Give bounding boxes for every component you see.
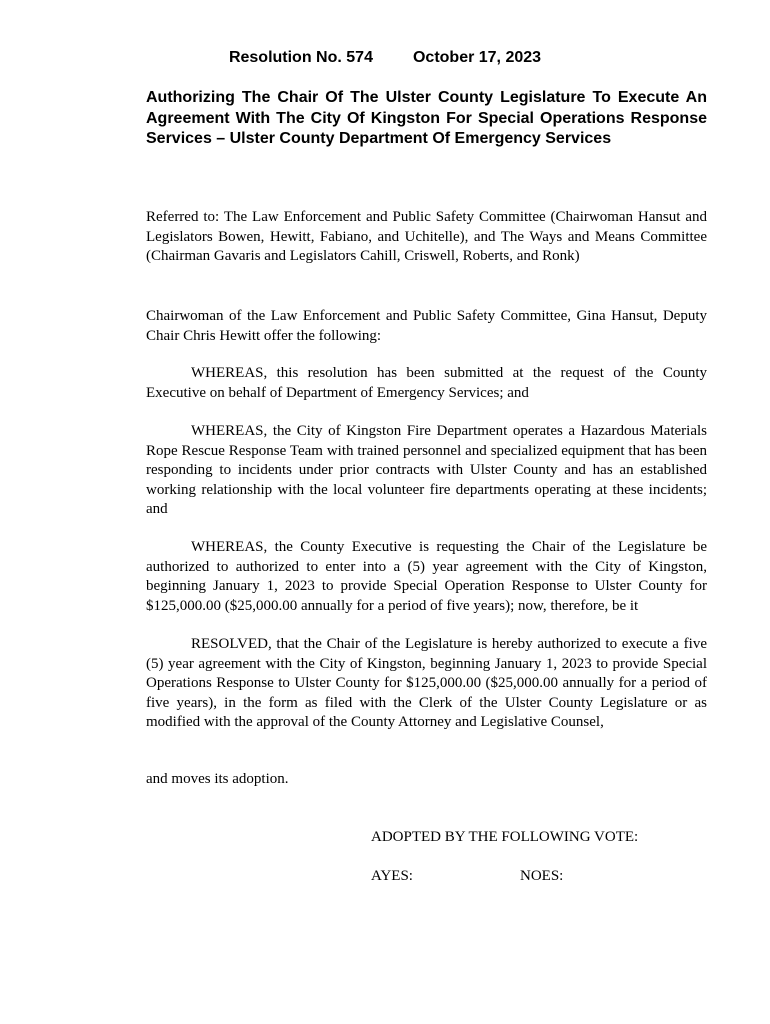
sponsors-paragraph: Chairwoman of the Law Enforcement and Public Safety Committee, Gina Hansut, Deputy Chair Chris Hewitt offer the following: <box>146 308 707 344</box>
ayes-label: AYES: <box>371 868 413 884</box>
resolution-title: Authorizing The Chair Of The Ulster County Legislature To Execute An Agreement With The City Of Kingston For Special Operations Response Services – Ulster County Department Of Emergency Services <box>146 89 707 147</box>
whereas-paragraph-2: WHEREAS, the City of Kingston Fire Department operates a Hazardous Materials Rope Rescue Response Team with trained personnel and specialized equipment that has been responding to incidents under prior contracts with Ulster County and has an established working relationship with the local volunteer fire departments operating at these incidents; and <box>146 423 707 517</box>
resolution-header <box>0 48 770 68</box>
referred-to-paragraph: Referred to: The Law Enforcement and Public Safety Committee (Chairwoman Hansut and Legislators Bowen, Hewitt, Fabiano, and Uchitelle), and The Ways and Means Committee (Chairman Gavaris and Legislators Cahill, Criswell, Roberts, and Ronk) <box>146 209 707 264</box>
whereas-paragraph-1: WHEREAS, this resolution has been submitted at the request of the County Executive on behalf of Department of Emergency Services; and <box>146 365 707 401</box>
vote-heading: ADOPTED BY THE FOLLOWING VOTE: <box>371 829 639 845</box>
closing-line: and moves its adoption. <box>146 771 289 787</box>
resolution-number: Resolution No. 574 <box>228 49 373 66</box>
noes-label: NOES: <box>520 868 564 884</box>
resolution-date: October 17, 2023 <box>412 49 542 66</box>
resolved-paragraph: RESOLVED, that the Chair of the Legislature is hereby authorized to execute a five (5) year agreement with the City of Kingston, beginning January 1, 2023 to provide Special Operations Response to Ulster County for $125,000.00 ($25,000.00 annually for a period of five years), in the form as filed with the Clerk of the Ulster County Legislature or as modified with the approval of the County Attorney and Legislative Counsel, <box>146 636 707 730</box>
whereas-paragraph-3: WHEREAS, the County Executive is requesting the Chair of the Legislature be authorized to authorized to enter into a (5) year agreement with the City of Kingston, beginning January 1, 2023 to provide Special Operation Response to Ulster County for $125,000.00 ($25,000.00 annually for a period of five years); now, therefore, be it <box>146 539 707 614</box>
